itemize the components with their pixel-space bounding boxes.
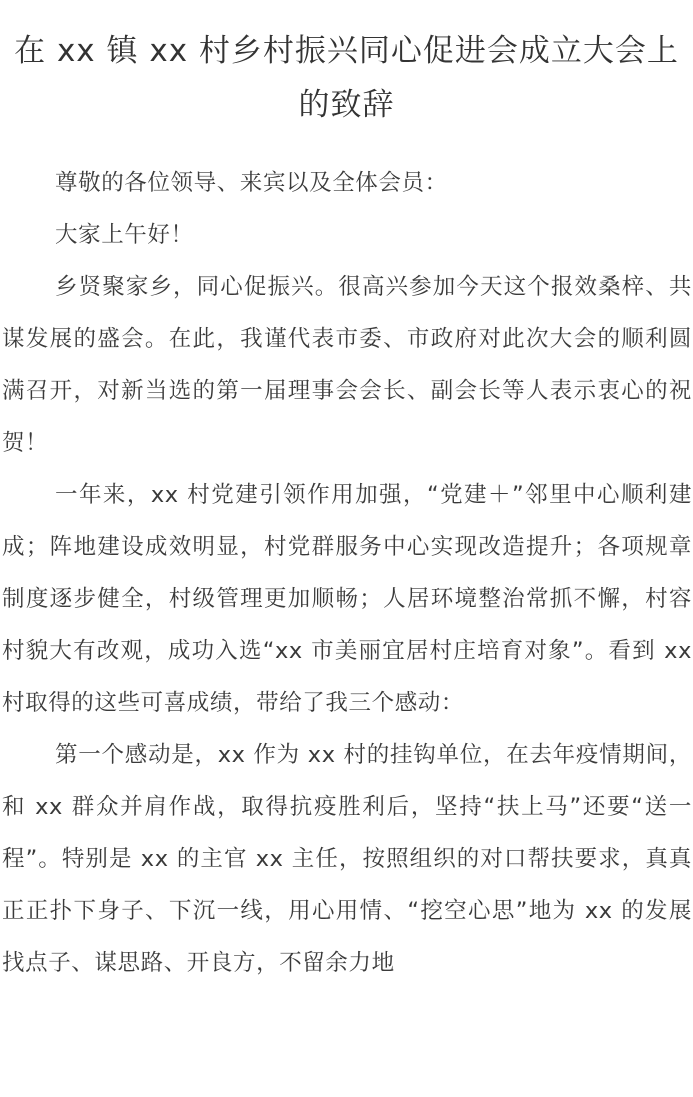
document-body bbox=[2, 157, 692, 989]
greeting-paragraph: 大家上午好！ bbox=[55, 222, 194, 248]
first-impression-paragraph: 第一个感动是，xx 作为 xx 村的挂钩单位，在去年疫情期间，和 xx 群众并肩作战，取得抗疫胜利后，坚持“扶上马”还要“送一程”。特别是 xx 的主官 xx 主任，按照组织的对口帮扶要求，真真正正扑下身子、下沉一线，用心用情、“挖空心思”地为 xx 的发展找点子、谋思路、开良方，不留余力地 bbox=[2, 742, 692, 976]
document-title: 在 xx 镇 xx 村乡村振兴同心促进会成立大会上的致辞 bbox=[14, 33, 679, 123]
achievements-paragraph: 一年来，xx 村党建引领作用加强，“党建＋”邻里中心顺利建成；阵地建设成效明显，村党群服务中心实现改造提升；各项规章制度逐步健全，村级管理更加顺畅；人居环境整治常抓不懈，村容村貌大有改观，成功入选“xx 市美丽宜居村庄培育对象”。看到 xx 村取得的这些可喜成绩，带给了我三个感动： bbox=[2, 482, 692, 716]
opening-paragraph: 乡贤聚家乡，同心促振兴。很高兴参加今天这个报效桑梓、共谋发展的盛会。在此，我谨代表市委、市政府对此次大会的顺利圆满召开，对新当选的第一届理事会会长、副会长等人表示衷心的祝贺！ bbox=[2, 274, 692, 456]
salutation-paragraph: 尊敬的各位领导、来宾以及全体会员： bbox=[55, 170, 448, 196]
